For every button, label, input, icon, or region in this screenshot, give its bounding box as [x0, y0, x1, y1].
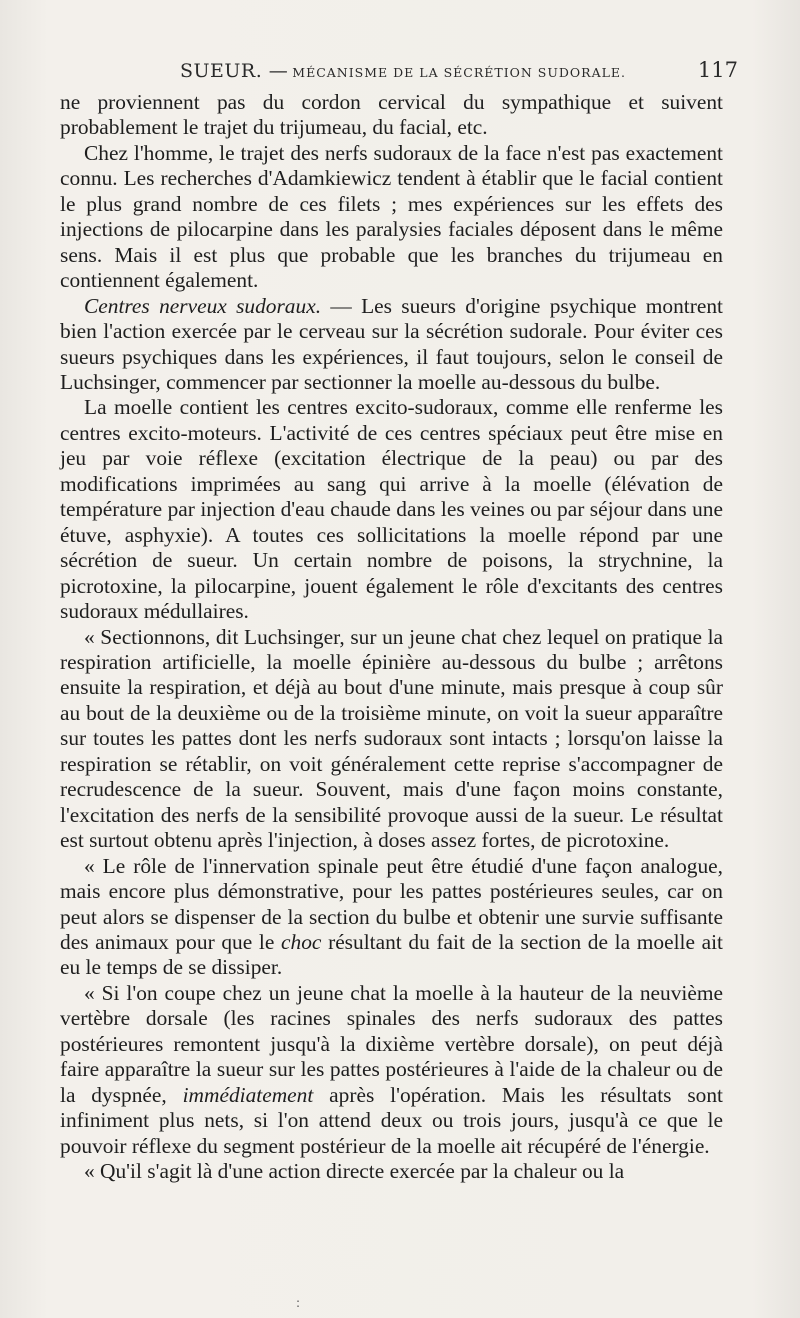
paragraph-text: résultant du fait de la section de la moelle ait eu le temps de se dissiper.: [60, 929, 723, 980]
paragraph-text: après l'opération. Mais les résultats sont infiniment plus nets, si l'on attend deux ou trois jours, jusqu'à ce que le pouvoir réflexe du segment postérieur de la moelle ait récupéré de l'énergie.: [60, 1082, 723, 1158]
paragraph-text: — Les sueurs d'origine psychique montrent bien l'action exercée par le cerveau sur la sécrétion sudorale. Pour éviter ces sueurs psychiques dans les expériences, il faut toujours, selon le conseil de Luchsinger, commencer par sectionner la moelle au-dessous du bulbe.: [60, 293, 723, 394]
paragraph-luchsinger-quote: « Sectionnons, dit Luchsinger, sur un jeune chat chez lequel on pratique la respiration artificielle, la moelle épinière au-dessous du bulbe ; arrêtons ensuite la respiration, et déjà au bout d'une minute, mais presque à coup sûr au bout de la deuxième ou de la troisième minute, on voit la sueur apparaître sur toutes les pattes dont les nerfs sudoraux sont intacts ; lorsqu'on laisse la respiration se rétablir, on voit généralement cette reprise s'accompagner de recrudescence de la sueur. Souvent, mais d'une façon moins constante, l'excitation des nerfs de la sensibilité provoque aussi de la sueur. Le résultat est surtout obtenu après l'injection, à doses assez fortes, de picrotoxine.: [60, 624, 723, 853]
italic-term: immédiatement: [182, 1082, 314, 1107]
body-text: [60, 90, 723, 1184]
running-header: [60, 56, 738, 88]
paragraph-spinal-innervation: [60, 854, 723, 981]
paragraph-spinal-centres: La moelle contient les centres excito-sudoraux, comme elle renferme les centres excito-moteurs. L'activité de ces centres spéciaux peut être mise en jeu par voie réflexe (excitation électrique de la peau) ou par des modifications imprimées au sang qui arrive à la moelle (élévation de température par injection d'eau chaude dans les veines ou par séjour dans une étuve, asphyxie). A toutes ces sollicitations la moelle répond par une sécrétion de sueur. Un certain nombre de poisons, la strychnine, la picrotoxine, la pilocarpine, jouent également le rôle d'excitants des centres sudoraux médullaires.: [60, 395, 723, 624]
paragraph-cat-experiment: [60, 981, 723, 1159]
section-heading-italic: Centres nerveux sudoraux.: [84, 293, 322, 318]
paragraph-text: « Le rôle de l'innervation spinale peut être étudié d'une façon analogue, mais encore plus démonstrative, pour les pattes postérieures seules, car on peut alors se dispenser de la section du bulbe et obtenir une survie suffisante des animaux pour que le: [60, 853, 723, 954]
page-number: 117: [697, 58, 738, 82]
running-title-main: SUEUR. —: [180, 60, 289, 82]
paragraph-text: « Si l'on coupe chez un jeune chat la moelle à la hauteur de la neuvième vertèbre dorsale (les racines spinales des nerfs sudoraux des pattes postérieures remontent jusqu'à la dixième vertèbre dorsale), on peut déjà faire apparaître la sueur sur les pattes postérieures à l'aide de la chaleur ou de la dyspnée,: [60, 980, 723, 1107]
paragraph-final-line: « Qu'il s'agit là d'une action directe exercée par la chaleur ou la: [84, 1159, 625, 1184]
paragraph-face-nerves: Chez l'homme, le trajet des nerfs sudoraux de la face n'est pas exactement connu. Les recherches d'Adamkiewicz tendent à établir que le facial contient le plus grand nombre de ces filets ; mes expériences sur les effets des injections de pilocarpine dans les paralysies faciales déposent dans le même sens. Mais il est plus que probable que les branches du trijumeau en contiennent également.: [60, 140, 723, 293]
running-title-sub: MÉCANISME DE LA SÉCRÉTION SUDORALE.: [292, 65, 626, 80]
running-title: [180, 60, 626, 82]
italic-term: choc: [281, 929, 322, 954]
paragraph-nerve-centres: [60, 294, 723, 396]
paragraph-continuation: ne proviennent pas du cordon cervical du sympathique et suivent probablement le trajet du trijumeau, du facial, etc.: [60, 90, 723, 140]
footer-mark: :: [296, 1296, 301, 1310]
